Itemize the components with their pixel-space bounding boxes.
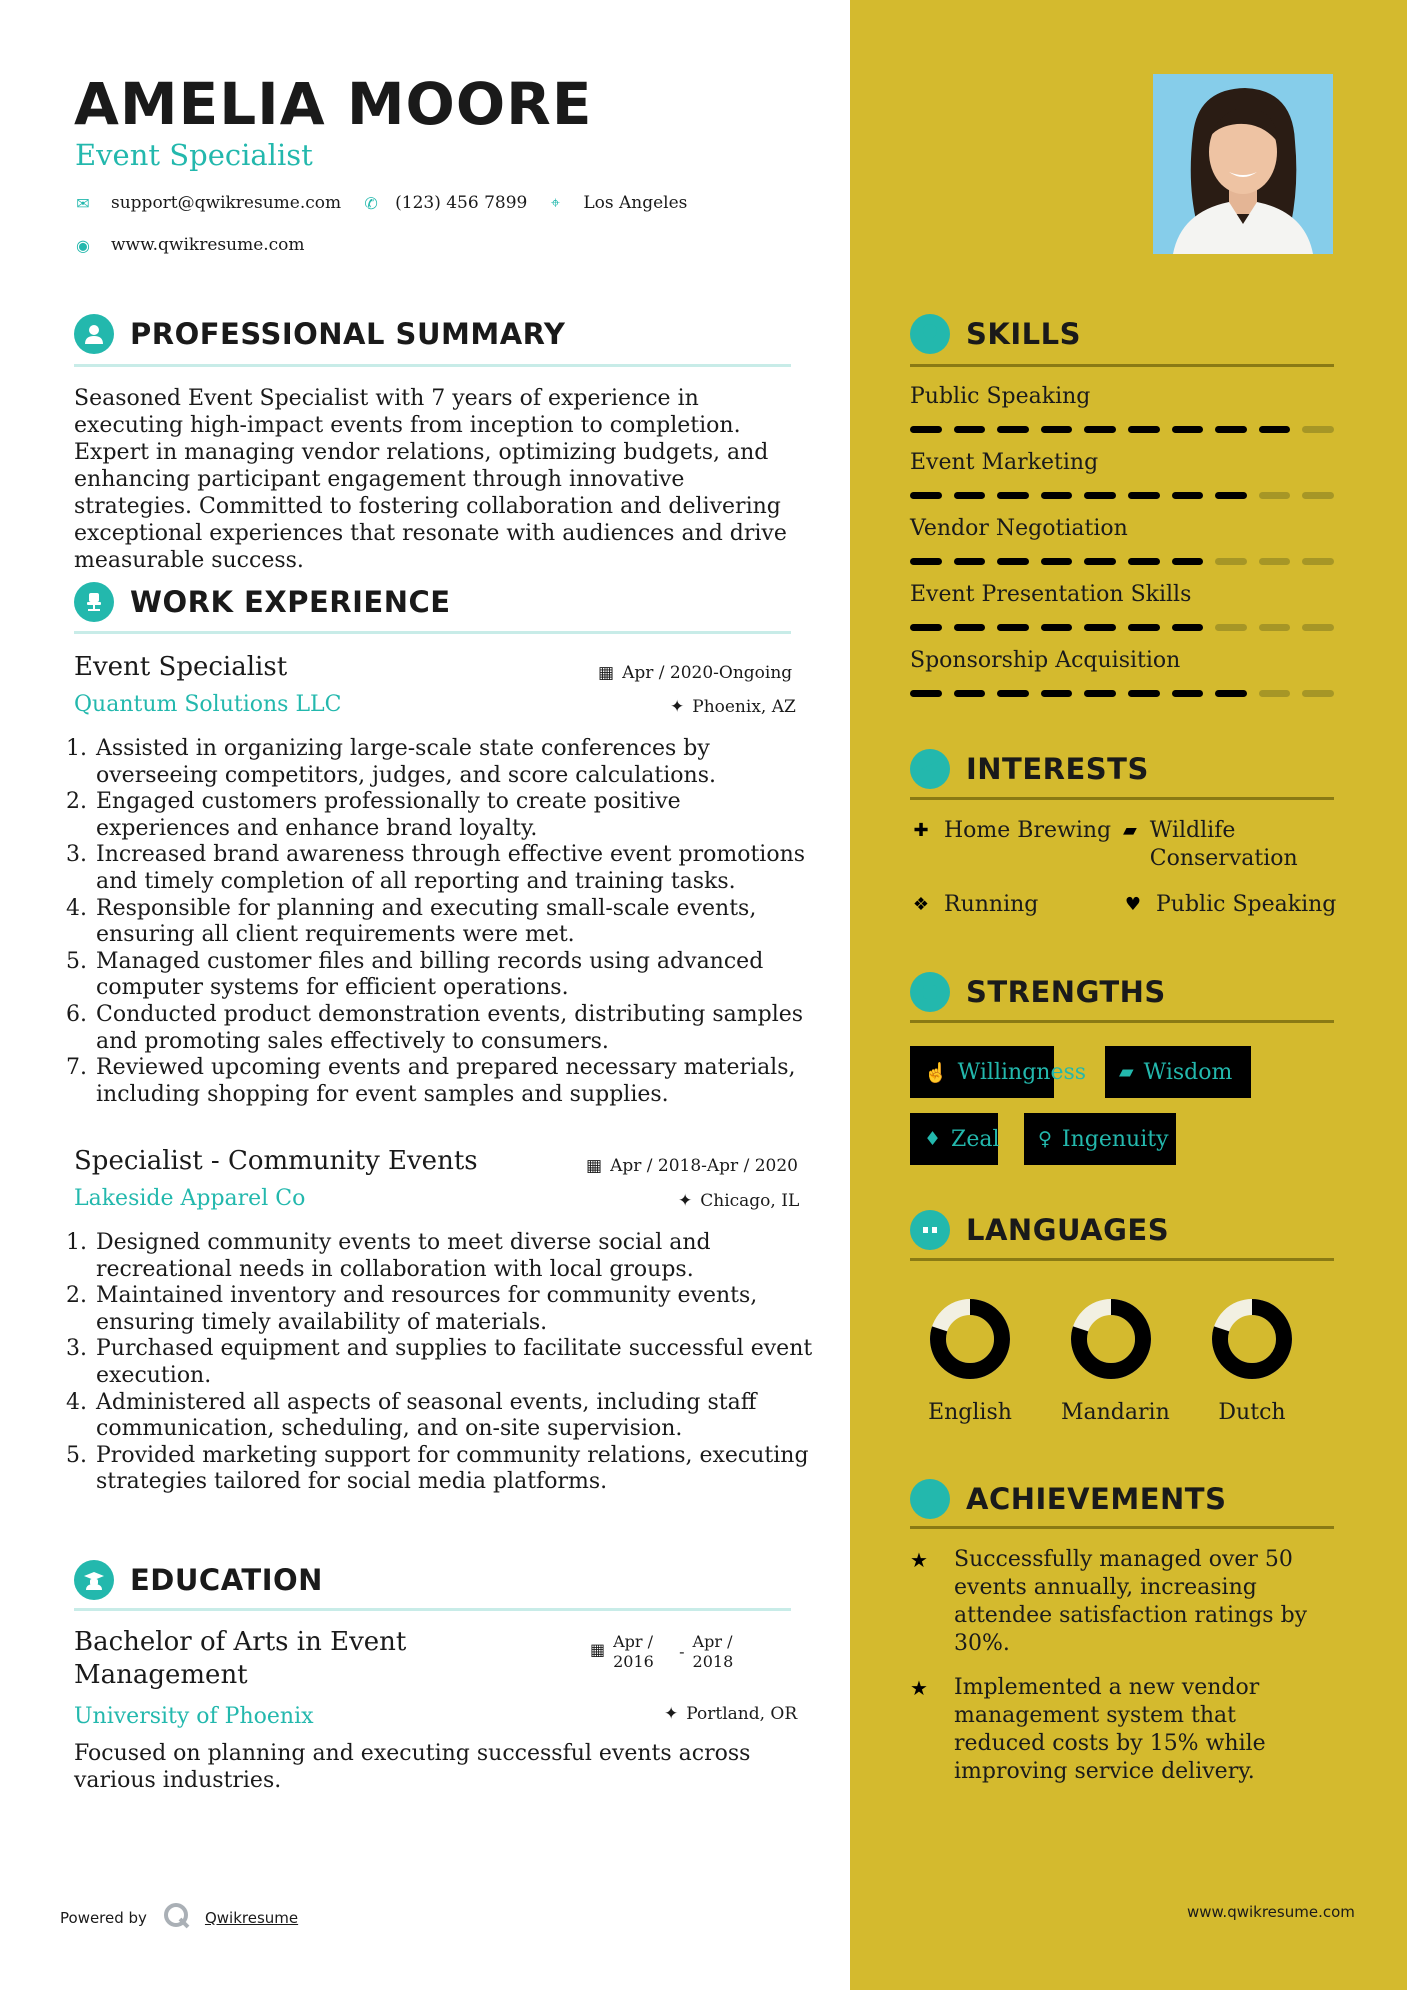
job-bullets	[74, 1230, 814, 1496]
language-item	[920, 1294, 1020, 1425]
skill-rating	[910, 492, 1334, 499]
job-dates	[598, 663, 792, 683]
skill-dash	[954, 426, 986, 433]
interest-label: Home Brewing	[944, 818, 1112, 843]
summary-text: Seasoned Event Specialist with 7 years of experience in executing high-impact events from inception to completion. Expert in managing vendor relations, optimizing budgets, and enhancing participant engagement through innovative strategies. Committed to fostering collaboration and delivering exceptional experiences that resonate with audiences and drive measurable success.	[74, 386, 787, 573]
summary-heading-label: PROFESSIONAL SUMMARY	[130, 317, 566, 351]
achievements-heading-label: ACHIEVEMENTS	[966, 1482, 1227, 1516]
skill-dash	[1128, 492, 1160, 499]
pin-icon: ✦	[678, 1191, 693, 1211]
footer-powered	[60, 1902, 298, 1934]
skill-dash	[1084, 426, 1116, 433]
skill-dash	[1259, 558, 1291, 565]
languages-rule	[910, 1258, 1334, 1261]
user-icon	[74, 314, 114, 354]
bullet-item: 4. Administered all aspects of seasonal events, including staff communication, scheduling, and on-site supervision.	[94, 1390, 814, 1443]
star-icon: ★	[910, 1548, 928, 1572]
bullet-item: 2. Engaged customers professionally to create positive experiences and enhance brand loyalty.	[94, 789, 814, 842]
skill-dash	[910, 426, 942, 433]
skill-rating	[910, 426, 1334, 433]
experience-rule	[74, 631, 791, 634]
bullet-item: 1. Assisted in organizing large-scale state conferences by overseeing competitors, judges, and score calculations.	[94, 736, 814, 789]
interest-label: Wildlife Conservation	[1149, 818, 1298, 871]
language-donut	[920, 1294, 1020, 1384]
lightbulb-icon: ♀	[1038, 1128, 1052, 1150]
skill-rating	[910, 690, 1334, 697]
lightbulb-icon	[910, 314, 950, 354]
book-icon: ▰	[1119, 1061, 1134, 1083]
job-company: Quantum Solutions LLC	[74, 692, 342, 717]
calendar-icon: ▦	[586, 1156, 603, 1176]
pin-icon: ✦	[664, 1704, 679, 1724]
book-icon: ▰	[1122, 820, 1137, 841]
achievements-rule	[910, 1526, 1334, 1529]
strength-badge	[1105, 1046, 1251, 1098]
strength-label: Willingness	[957, 1059, 1087, 1085]
strength-label: Zeal	[951, 1126, 1000, 1152]
skill-name: Event Presentation Skills	[910, 582, 1192, 607]
profile-photo	[1153, 74, 1333, 254]
globe-icon: ◉	[76, 235, 90, 255]
pin-icon: ✦	[670, 697, 685, 717]
edu-date-start: Apr / 2016	[613, 1632, 654, 1671]
interest-item	[910, 817, 1111, 845]
summary-rule	[74, 364, 791, 367]
skill-dash	[1128, 426, 1160, 433]
powered-by-text: Powered by	[60, 1909, 147, 1927]
bullet-item: 2. Maintained inventory and resources for community events, ensuring timely availability of materials.	[94, 1283, 814, 1336]
skill-name: Sponsorship Acquisition	[910, 648, 1181, 673]
skill-rating	[910, 558, 1334, 565]
strengths-heading	[910, 972, 1166, 1012]
skill-item	[910, 648, 1334, 697]
skill-dash	[1041, 426, 1073, 433]
skill-item	[910, 450, 1334, 499]
skill-dash	[1259, 426, 1291, 433]
job-company: Lakeside Apparel Co	[74, 1186, 306, 1211]
skill-dash	[1172, 690, 1204, 697]
education-dates	[590, 1632, 739, 1672]
edu-date-end: Apr / 2018	[692, 1632, 734, 1671]
achievement-item	[910, 1674, 1334, 1786]
job-location-text: Chicago, IL	[700, 1191, 800, 1211]
experience-heading	[74, 582, 451, 622]
qwikresume-logo-icon	[163, 1902, 191, 1934]
bullet-item: 5. Managed customer files and billing records using advanced computer systems for efficient operations.	[94, 949, 814, 1002]
map-pin-icon: ⌖	[550, 193, 560, 212]
website-text: www.qwikresume.com	[111, 235, 305, 255]
skill-dash	[910, 624, 942, 631]
skill-dash	[1172, 426, 1204, 433]
candidate-title: Event Specialist	[75, 138, 313, 172]
job-dates-text: Apr / 2018-Apr / 2020	[610, 1156, 798, 1176]
education-location-text: Portland, OR	[686, 1704, 798, 1724]
strength-badge	[910, 1046, 1087, 1098]
phone-icon: ✆	[364, 193, 378, 213]
contact-row-1	[75, 193, 709, 213]
strength-label: Wisdom	[1143, 1059, 1233, 1085]
skill-item	[910, 384, 1334, 433]
skill-dash	[1259, 624, 1291, 631]
interest-label: Public Speaking	[1156, 892, 1337, 917]
skill-dash	[1041, 558, 1073, 565]
language-name: English	[928, 1400, 1012, 1425]
skill-dash	[954, 558, 986, 565]
skills-rule	[910, 364, 1334, 367]
language-name: Dutch	[1218, 1400, 1286, 1425]
skill-dash	[1084, 558, 1116, 565]
education-heading	[74, 1560, 323, 1600]
skill-dash	[1084, 492, 1116, 499]
paper-plane-icon	[910, 749, 950, 789]
calendar-icon: ▦	[590, 1640, 606, 1659]
language-item	[1061, 1294, 1170, 1425]
skill-dash	[1215, 426, 1247, 433]
interests-rule	[910, 797, 1334, 800]
bullet-item: 3. Increased brand awareness through effective event promotions and timely completion of all reporting and training tasks.	[94, 842, 814, 895]
language-donut	[1202, 1294, 1302, 1384]
qwikresume-link[interactable]: Qwikresume	[204, 1909, 299, 1927]
achievements-heading	[910, 1479, 1226, 1519]
education-location	[664, 1704, 797, 1724]
skill-dash	[997, 558, 1029, 565]
interests-heading-label: INTERESTS	[966, 752, 1149, 786]
job-location	[678, 1191, 799, 1211]
star-icon	[910, 1479, 950, 1519]
experience-heading-label: WORK EXPERIENCE	[130, 585, 451, 619]
interests-heading	[910, 749, 1149, 789]
skill-name: Vendor Negotiation	[910, 516, 1128, 541]
skill-dash	[1084, 624, 1116, 631]
job-title: Event Specialist	[74, 652, 288, 682]
school-name: University of Phoenix	[74, 1704, 314, 1729]
fist-icon	[910, 972, 950, 1012]
skill-item	[910, 582, 1334, 631]
skill-rating	[910, 624, 1334, 631]
bullet-item: 4. Responsible for planning and executing small-scale events, ensuring all client requirements were met.	[94, 896, 814, 949]
education-rule	[74, 1608, 791, 1611]
language-icon	[910, 1210, 950, 1250]
skill-dash	[1302, 624, 1334, 631]
skill-dash	[1302, 558, 1334, 565]
bullet-item: 3. Purchased equipment and supplies to facilitate successful event execution.	[94, 1336, 814, 1389]
strength-label: Ingenuity	[1061, 1126, 1169, 1152]
calendar-icon: ▦	[598, 663, 615, 683]
skill-dash	[1172, 492, 1204, 499]
candidate-name: AMELIA MOORE	[74, 70, 593, 138]
interest-item	[910, 891, 1038, 919]
achievement-item	[910, 1546, 1334, 1658]
skill-dash	[954, 690, 986, 697]
puzzle-icon: ✚	[913, 820, 929, 841]
job-bullets	[74, 736, 814, 1108]
skill-dash	[910, 690, 942, 697]
strength-badge	[910, 1113, 998, 1165]
skill-dash	[1172, 624, 1204, 631]
skill-dash	[954, 492, 986, 499]
strengths-rule	[910, 1020, 1334, 1023]
skill-dash	[1128, 690, 1160, 697]
language-item	[1202, 1294, 1302, 1425]
achievement-text: Implemented a new vendor management system that reduced costs by 15% while improving service delivery.	[954, 1675, 1266, 1784]
star-icon: ★	[910, 1676, 928, 1700]
edu-date-sep: -	[679, 1642, 685, 1661]
skill-dash	[910, 492, 942, 499]
skill-dash	[997, 492, 1029, 499]
education-heading-label: EDUCATION	[130, 1563, 323, 1597]
skill-dash	[1302, 492, 1334, 499]
languages-heading	[910, 1210, 1169, 1250]
job-location	[670, 697, 796, 717]
job-location-text: Phoenix, AZ	[692, 697, 796, 717]
skill-dash	[1172, 558, 1204, 565]
skill-dash	[1084, 690, 1116, 697]
language-name: Mandarin	[1061, 1400, 1170, 1425]
degree-title: Bachelor of Arts in Event Management	[74, 1627, 407, 1690]
location-text: Los Angeles	[583, 193, 688, 213]
skill-name: Public Speaking	[910, 384, 1091, 409]
skill-dash	[997, 426, 1029, 433]
job-dates-text: Apr / 2020-Ongoing	[622, 663, 793, 683]
phone-text: (123) 456 7899	[395, 193, 528, 213]
interest-label: Running	[944, 892, 1039, 917]
heartbeat-icon: ♥	[1124, 894, 1142, 915]
skill-dash	[1259, 690, 1291, 697]
interest-item	[1122, 891, 1336, 919]
skills-heading-label: SKILLS	[966, 317, 1081, 351]
flame-icon: ♦	[924, 1128, 942, 1150]
skill-dash	[1215, 558, 1247, 565]
skill-dash	[997, 624, 1029, 631]
office-chair-icon	[74, 582, 114, 622]
skills-heading	[910, 314, 1081, 354]
bullet-item: 5. Provided marketing support for community relations, executing strategies tailored for social media platforms.	[94, 1443, 814, 1496]
skill-dash	[1215, 690, 1247, 697]
job-title: Specialist - Community Events	[74, 1146, 478, 1176]
skill-dash	[1302, 426, 1334, 433]
strength-badge	[1024, 1113, 1176, 1165]
paw-icon: ❖	[912, 894, 930, 915]
skill-dash	[1215, 492, 1247, 499]
footer-website[interactable]: www.qwikresume.com	[1187, 1903, 1355, 1921]
achievement-text: Successfully managed over 50 events annually, increasing attendee satisfaction ratings by 30%.	[954, 1547, 1308, 1656]
bullet-item: 6. Conducted product demonstration events, distributing samples and promoting sales effectively to consumers.	[94, 1002, 814, 1055]
skill-dash	[1041, 690, 1073, 697]
skill-dash	[1128, 558, 1160, 565]
languages-heading-label: LANGUAGES	[966, 1213, 1170, 1247]
skill-dash	[1259, 492, 1291, 499]
skill-dash	[997, 690, 1029, 697]
skill-dash	[1128, 624, 1160, 631]
skill-dash	[1215, 624, 1247, 631]
skill-name: Event Marketing	[910, 450, 1099, 475]
skill-dash	[1302, 690, 1334, 697]
envelope-icon: ✉	[76, 193, 90, 213]
education-description: Focused on planning and executing successful events across various industries.	[74, 1741, 751, 1793]
job-dates	[586, 1156, 798, 1176]
graduate-icon	[74, 1560, 114, 1600]
skill-dash	[1041, 492, 1073, 499]
interest-item	[1122, 817, 1322, 873]
contact-row-2	[75, 235, 327, 255]
skill-dash	[910, 558, 942, 565]
email-text: support@qwikresume.com	[111, 193, 342, 213]
bullet-item: 1. Designed community events to meet diverse social and recreational needs in collaboration with local groups.	[94, 1230, 814, 1283]
strengths-heading-label: STRENGTHS	[966, 975, 1166, 1009]
skill-item	[910, 516, 1334, 565]
bullet-item: 7. Reviewed upcoming events and prepared necessary materials, including shopping for event samples and supplies.	[94, 1055, 814, 1108]
skill-dash	[954, 624, 986, 631]
thumbs-up-icon: ☝	[924, 1061, 948, 1084]
summary-heading	[74, 314, 565, 354]
skill-dash	[1041, 624, 1073, 631]
language-donut	[1061, 1294, 1161, 1384]
